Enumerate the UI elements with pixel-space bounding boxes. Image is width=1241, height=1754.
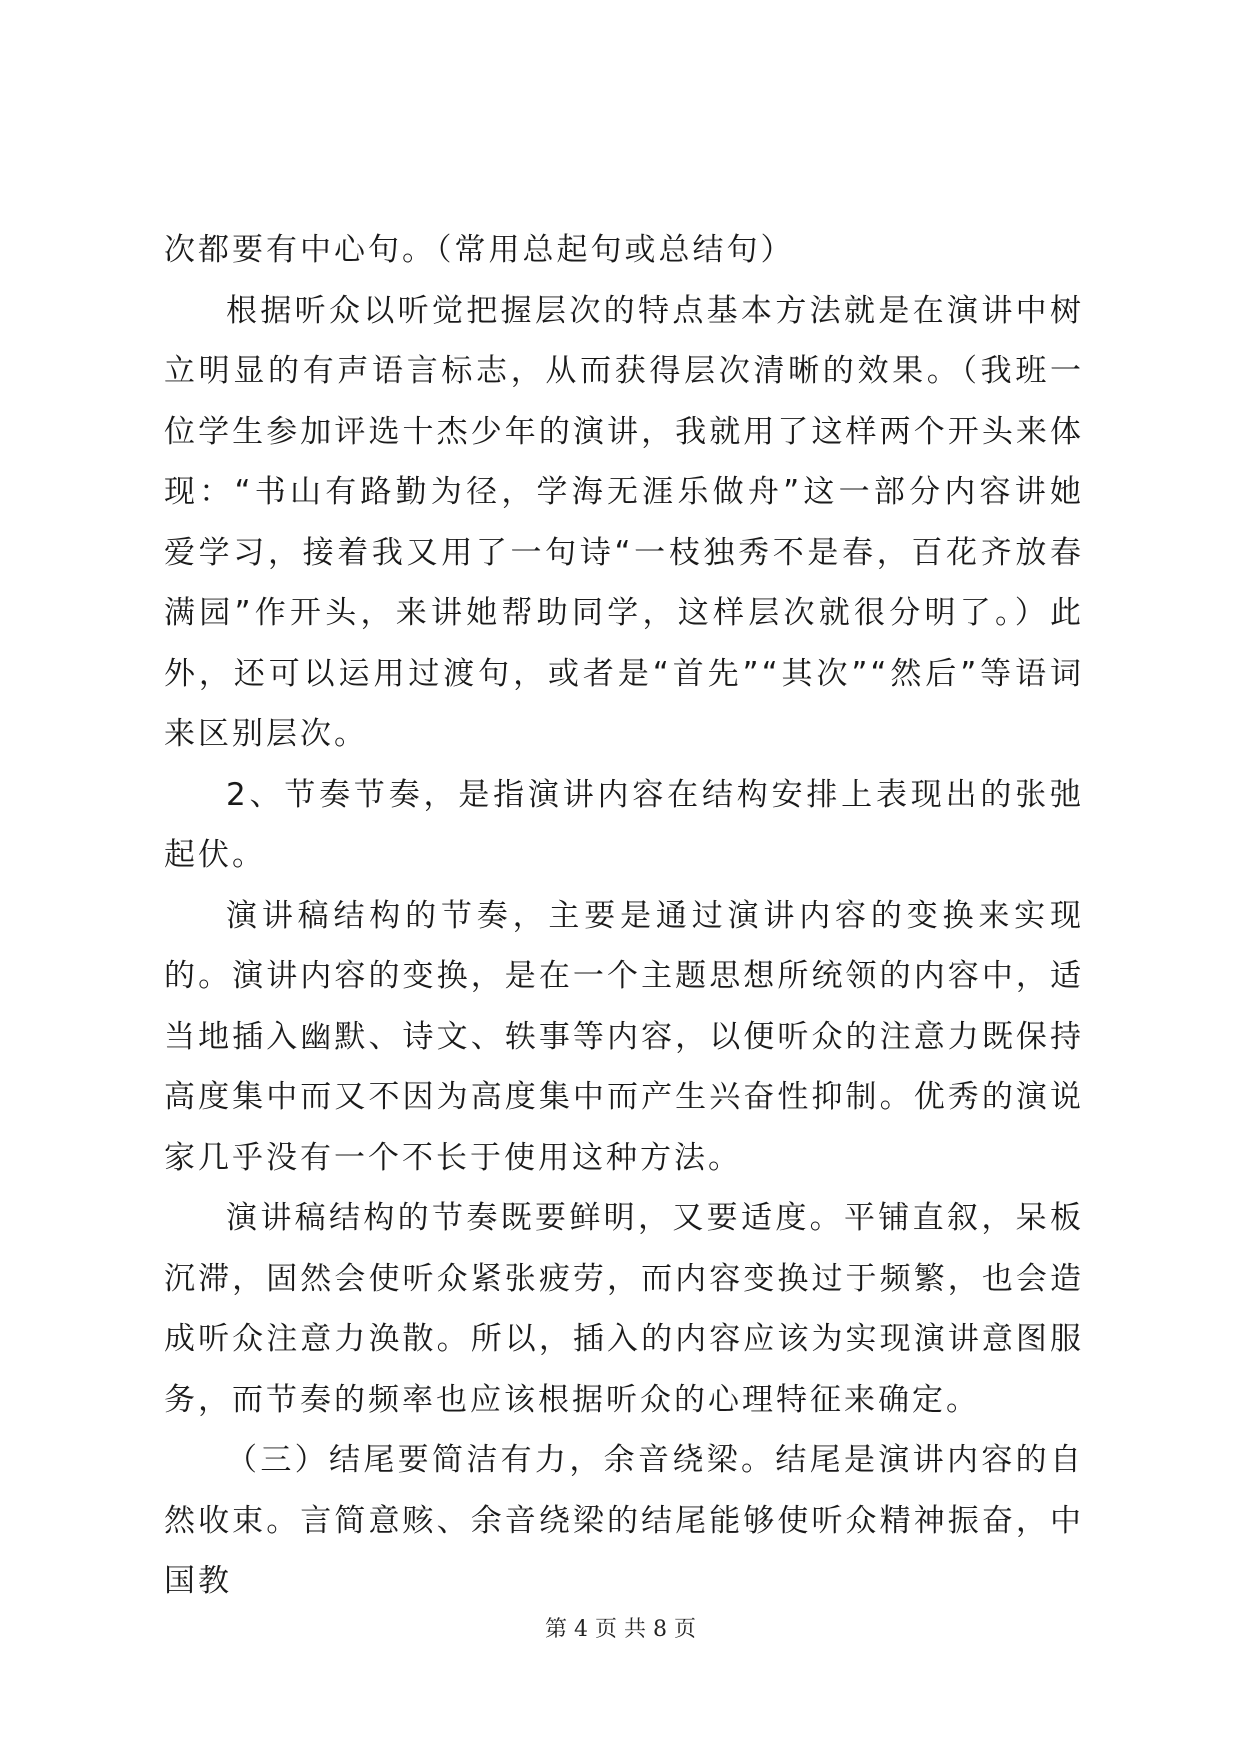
paragraph-continuation: 次都要有中心句。（常用总起句或总结句） [164, 232, 795, 268]
document-body [164, 220, 1084, 1612]
paragraph-rhythm-content: 演讲稿结构的节奏，主要是通过演讲内容的变换来实现的。演讲内容的变换，是在一个主题思想所统领的内容中，适当地插入幽默、诗文、轶事等内容，以便听众的注意力既保持高度集中而又不因为高度集中而产生兴奋性抑制。优秀的演说家几乎没有一个不长于使用这种方法。 [164, 897, 1084, 1176]
page-footer: 第 4 页 共 8 页 [545, 1617, 696, 1642]
paragraph-rhythm-moderation: 演讲稿结构的节奏既要鲜明，又要适度。平铺直叙，呆板沉滞，固然会使听众紧张疲劳，而内容变换过于频繁，也会造成听众注意力涣散。所以，插入的内容应该为实现演讲意图服务，而节奏的频率也应该根据听众的心理特征来确定。 [164, 1200, 1084, 1418]
paragraph-ending-section: （三）结尾要简洁有力，余音绕梁。结尾是演讲内容的自然收束。言简意赅、余音绕梁的结尾能够使听众精神振奋，中国教 [164, 1442, 1084, 1599]
paragraph-rhythm-heading: 2、节奏节奏，是指演讲内容在结构安排上表现出的张弛起伏。 [164, 776, 1084, 873]
paragraph-hierarchy-method: 根据听众以听觉把握层次的特点基本方法就是在演讲中树立明显的有声语言标志，从而获得层次清晰的效果。（我班一位学生参加评选十杰少年的演讲，我就用了这样两个开头来体现：“书山有路勤为径，学海无涯乐做舟”这一部分内容讲她爱学习，接着我又用了一句诗“一枝独秀不是春，百花齐放春满园”作开头，来讲她帮助同学，这样层次就很分明了。）此外，还可以运用过渡句，或者是“首先”“其次”“然后”等语词来区别层次。 [164, 292, 1084, 752]
